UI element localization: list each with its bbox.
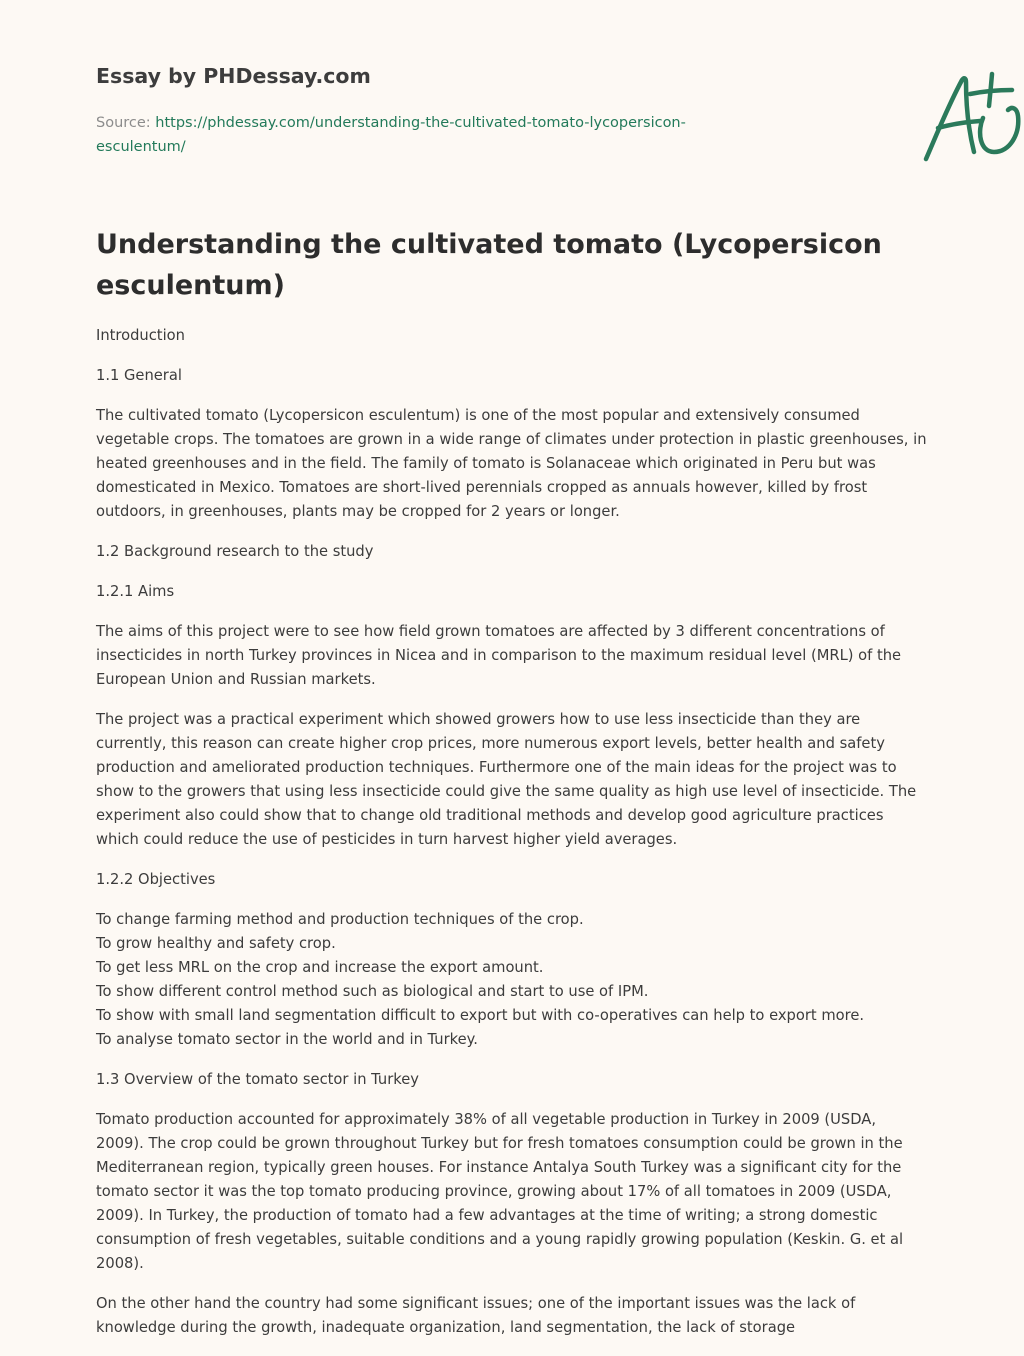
objectives-list — [96, 908, 928, 1052]
a-plus-logo-icon — [922, 66, 1024, 166]
objective-item: To show with small land segmentation difficult to export but with co-operatives can help to export more. — [96, 1007, 865, 1024]
objective-item: To get less MRL on the crop and increase the export amount. — [96, 959, 544, 976]
paragraph-tomato-sector-2: On the other hand the country had some significant issues; one of the important issues was the lack of knowledge during the growth, inadequate organization, land segmentation, the lack of storage — [96, 1295, 856, 1336]
objective-item: To analyse tomato sector in the world and in Turkey. — [96, 1031, 478, 1048]
site-brand: Essay by PHDessay.com — [96, 64, 371, 88]
section-heading-1-2-2: 1.2.2 Objectives — [96, 871, 216, 888]
objective-item: To change farming method and production techniques of the crop. — [96, 911, 584, 928]
objective-item: To grow healthy and safety crop. — [96, 935, 336, 952]
section-heading-1-2-1: 1.2.1 Aims — [96, 583, 175, 600]
source-line — [96, 111, 736, 159]
section-heading-1-3: 1.3 Overview of the tomato sector in Turkey — [96, 1071, 419, 1088]
paragraph-aims-1: The aims of this project were to see how field grown tomatoes are affected by 3 different concentrations of insecticides in north Turkey provinces in Nicea and in comparison to the maximum residual level (MRL) of the European Union and Russian markets. — [96, 623, 902, 688]
section-heading-introduction: Introduction — [96, 327, 185, 344]
objective-item: To show different control method such as biological and start to use of IPM. — [96, 983, 649, 1000]
source-link[interactable]: https://phdessay.com/understanding-the-cultivated-tomato-lycopersicon-esculentum/ — [96, 115, 686, 155]
essay-title: Understanding the cultivated tomato (Lycopersicon esculentum) — [96, 229, 882, 301]
source-label: Source: — [96, 115, 156, 131]
section-heading-1-1: 1.1 General — [96, 367, 182, 384]
paragraph-tomato-sector-1: Tomato production accounted for approximately 38% of all vegetable production in Turkey in 2009 (USDA, 2009). The crop could be grown throughout Turkey but for fresh tomatoes consumption could be grown in the Mediterranean region, typically green houses. For instance Antalya South Turkey was a significant city for the tomato sector it was the top tomato producing province, growing about 17% of all tomatoes in 2009 (USDA, 2009). In Turkey, the production of tomato had a few advantages at the time of writing; a strong domestic consumption of fresh vegetables, suitable conditions and a young rapidly growing population (Keskin. G. et al 2008). — [96, 1111, 904, 1272]
paragraph-aims-2: The project was a practical experiment which showed growers how to use less insecticide than they are currently, this reason can create higher crop prices, more numerous export levels, better health and safety production and ameliorated production techniques. Furthermore one of the main ideas for the project was to show to the growers that using less insecticide could give the same quality as high use level of insecticide. The experiment also could show that to change old traditional methods and develop good agriculture practices which could reduce the use of pesticides in turn harvest higher yield averages. — [96, 711, 917, 848]
essay-body — [96, 324, 928, 1356]
paragraph-general: The cultivated tomato (Lycopersicon esculentum) is one of the most popular and extensively consumed vegetable crops. The tomatoes are grown in a wide range of climates under protection in plastic greenhouses, in heated greenhouses and in the field. The family of tomato is Solanaceae which originated in Peru but was domesticated in Mexico. Tomatoes are short-lived perennials cropped as annuals however, killed by frost outdoors, in greenhouses, plants may be cropped for 2 years or longer. — [96, 407, 927, 520]
section-heading-1-2: 1.2 Background research to the study — [96, 543, 374, 560]
